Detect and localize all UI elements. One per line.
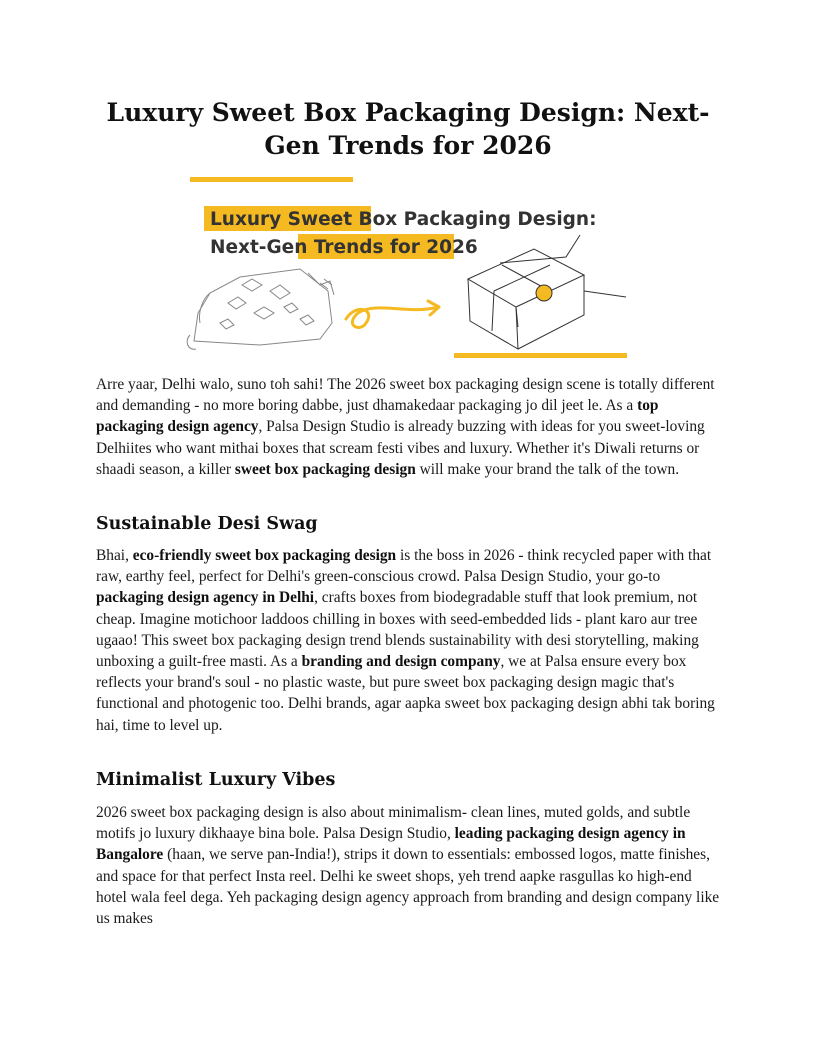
hero-line2-highlight: Trends for 2026 bbox=[313, 237, 478, 258]
keyword-link: packaging design agency in Delhi bbox=[96, 589, 315, 607]
section-heading-minimalist: Minimalist Luxury Vibes bbox=[96, 770, 336, 790]
keyword-link: branding and design company bbox=[301, 653, 501, 671]
page-title: Luxury Sweet Box Packaging Design: Next-Gen Trends for 2026 bbox=[106, 98, 710, 160]
bottom-accent-bar bbox=[454, 353, 627, 358]
hero-banner-image bbox=[180, 173, 640, 363]
keyword-link: top packaging design agency bbox=[96, 397, 659, 436]
minimalist-paragraph: 2026 sweet box packaging design is also about minimalism- clean lines, muted golds, and subtle motifs jo luxury dikhaaye bina bole. Palsa Design Studio, leading packaging design agency in Bangalore (haan, we serve pan-India!), strips it down to essentials: embossed logos, matte finishes, and space for that perfect Insta reel. Delhi ke sweet shops, yeh trend aapke rasgullas ko high-end hotel wala feel dega. Yeh packaging design agency approach from branding and design company like us makes bbox=[96, 804, 720, 928]
hero-line2 bbox=[210, 237, 478, 258]
section-heading-sustainable: Sustainable Desi Swag bbox=[96, 514, 318, 534]
hero-line2-start: Next-Gen bbox=[210, 237, 314, 258]
top-accent-bar bbox=[190, 177, 353, 182]
hero-line1 bbox=[210, 209, 596, 230]
arrow-icon bbox=[346, 307, 438, 328]
sustainable-paragraph: Bhai, eco-friendly sweet box packaging design is the boss in 2026 - think recycled paper with that raw, earthy feel, perfect for Delhi's green-conscious crowd. Palsa Design Studio, your go-to packaging design agency in Delhi, crafts boxes from biodegradable stuff that look premium, not cheap. Imagine motichoor laddoos chilling in boxes with seed-embedded lids - plant karo aur tree ugaao! This sweet box packaging design trend blends sustainability with desi storytelling, making unboxing a guilt-free masti. As a branding and design company, we at Palsa ensure every box reflects your brand's soul - no plastic waste, but pure sweet box packaging design magic that's functional and photogenic too. Delhi brands, agar aapka sweet box packaging design abhi tak boring hai, time to level up. bbox=[96, 547, 715, 734]
keyword-link: eco-friendly sweet box packaging design bbox=[132, 547, 397, 564]
hero-line1-highlight: Luxury Sweet Box bbox=[210, 209, 398, 230]
keyword-link: leading packaging design agency in Bangalore bbox=[96, 825, 686, 864]
sketch-illustration bbox=[187, 269, 334, 349]
hero-line1-rest: Packaging Design: bbox=[397, 209, 597, 230]
intro-paragraph: Arre yaar, Delhi walo, suno toh sahi! The 2026 sweet box packaging design scene is totally different and demanding - no more boring dabbe, just dhamakedaar packaging jo dil jeet le. As a top packaging design agency, Palsa Design Studio is already buzzing with ideas for you sweet-loving Delhiites who want mithai boxes that scream festi vibes and luxury. Whether it's Diwali returns or shaadi season, a killer sweet box packaging design will make your brand the talk of the town. bbox=[96, 376, 715, 478]
gift-seal-icon bbox=[536, 285, 552, 301]
keyword-link: sweet box packaging design bbox=[234, 460, 416, 478]
